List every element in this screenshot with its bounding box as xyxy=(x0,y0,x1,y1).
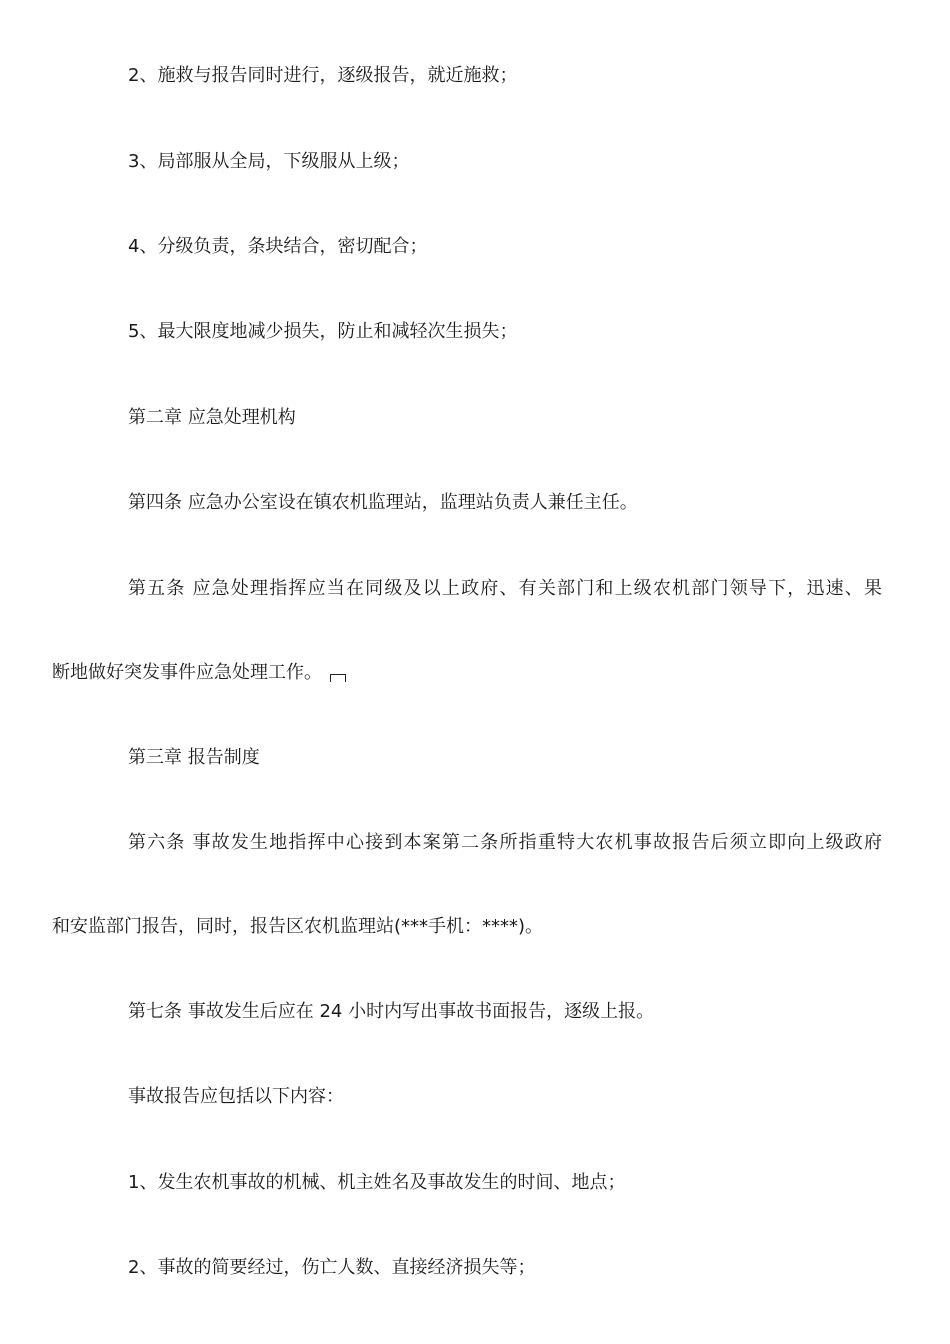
article-6-line-1: 第六条 事故发生地指挥中心接到本案第二条所指重特大农机事故报告后须立即向上级政府 xyxy=(128,832,882,853)
principle-item-3: 3、局部服从全局，下级服从上级； xyxy=(128,151,410,172)
chapter-heading-3: 第三章 报告制度 xyxy=(128,747,260,768)
principle-item-5: 5、最大限度地减少损失，防止和减轻次生损失； xyxy=(128,321,518,342)
chapter-heading-2: 第二章 应急处理机构 xyxy=(128,407,296,428)
article-4: 第四条 应急办公室设在镇农机监理站，监理站负责人兼任主任。 xyxy=(128,492,638,513)
article-5-line-2-text: 断地做好突发事件应急处理工作。 xyxy=(52,662,322,683)
principle-item-2: 2、施救与报告同时进行，逐级报告，就近施救； xyxy=(128,65,518,86)
article-6-line-2: 和安监部门报告，同时，报告区农机监理站(***手机：****)。 xyxy=(52,916,544,937)
report-content-item-1: 1、发生农机事故的机械、机主姓名及事故发生的时间、地点； xyxy=(128,1172,626,1193)
report-content-item-2: 2、事故的简要经过，伤亡人数、直接经济损失等； xyxy=(128,1257,536,1278)
article-5-line-1: 第五条 应急处理指挥应当在同级及以上政府、有关部门和上级农机部门领导下，迅速、果 xyxy=(128,578,882,599)
article-5-line-2 xyxy=(52,661,346,685)
report-contents-intro: 事故报告应包括以下内容： xyxy=(128,1086,344,1107)
article-7: 第七条 事故发生后应在 24 小时内写出事故书面报告，逐级上报。 xyxy=(128,1001,655,1022)
cursor-mark-icon xyxy=(330,674,346,682)
principle-item-4: 4、分级负责，条块结合，密切配合； xyxy=(128,236,428,257)
